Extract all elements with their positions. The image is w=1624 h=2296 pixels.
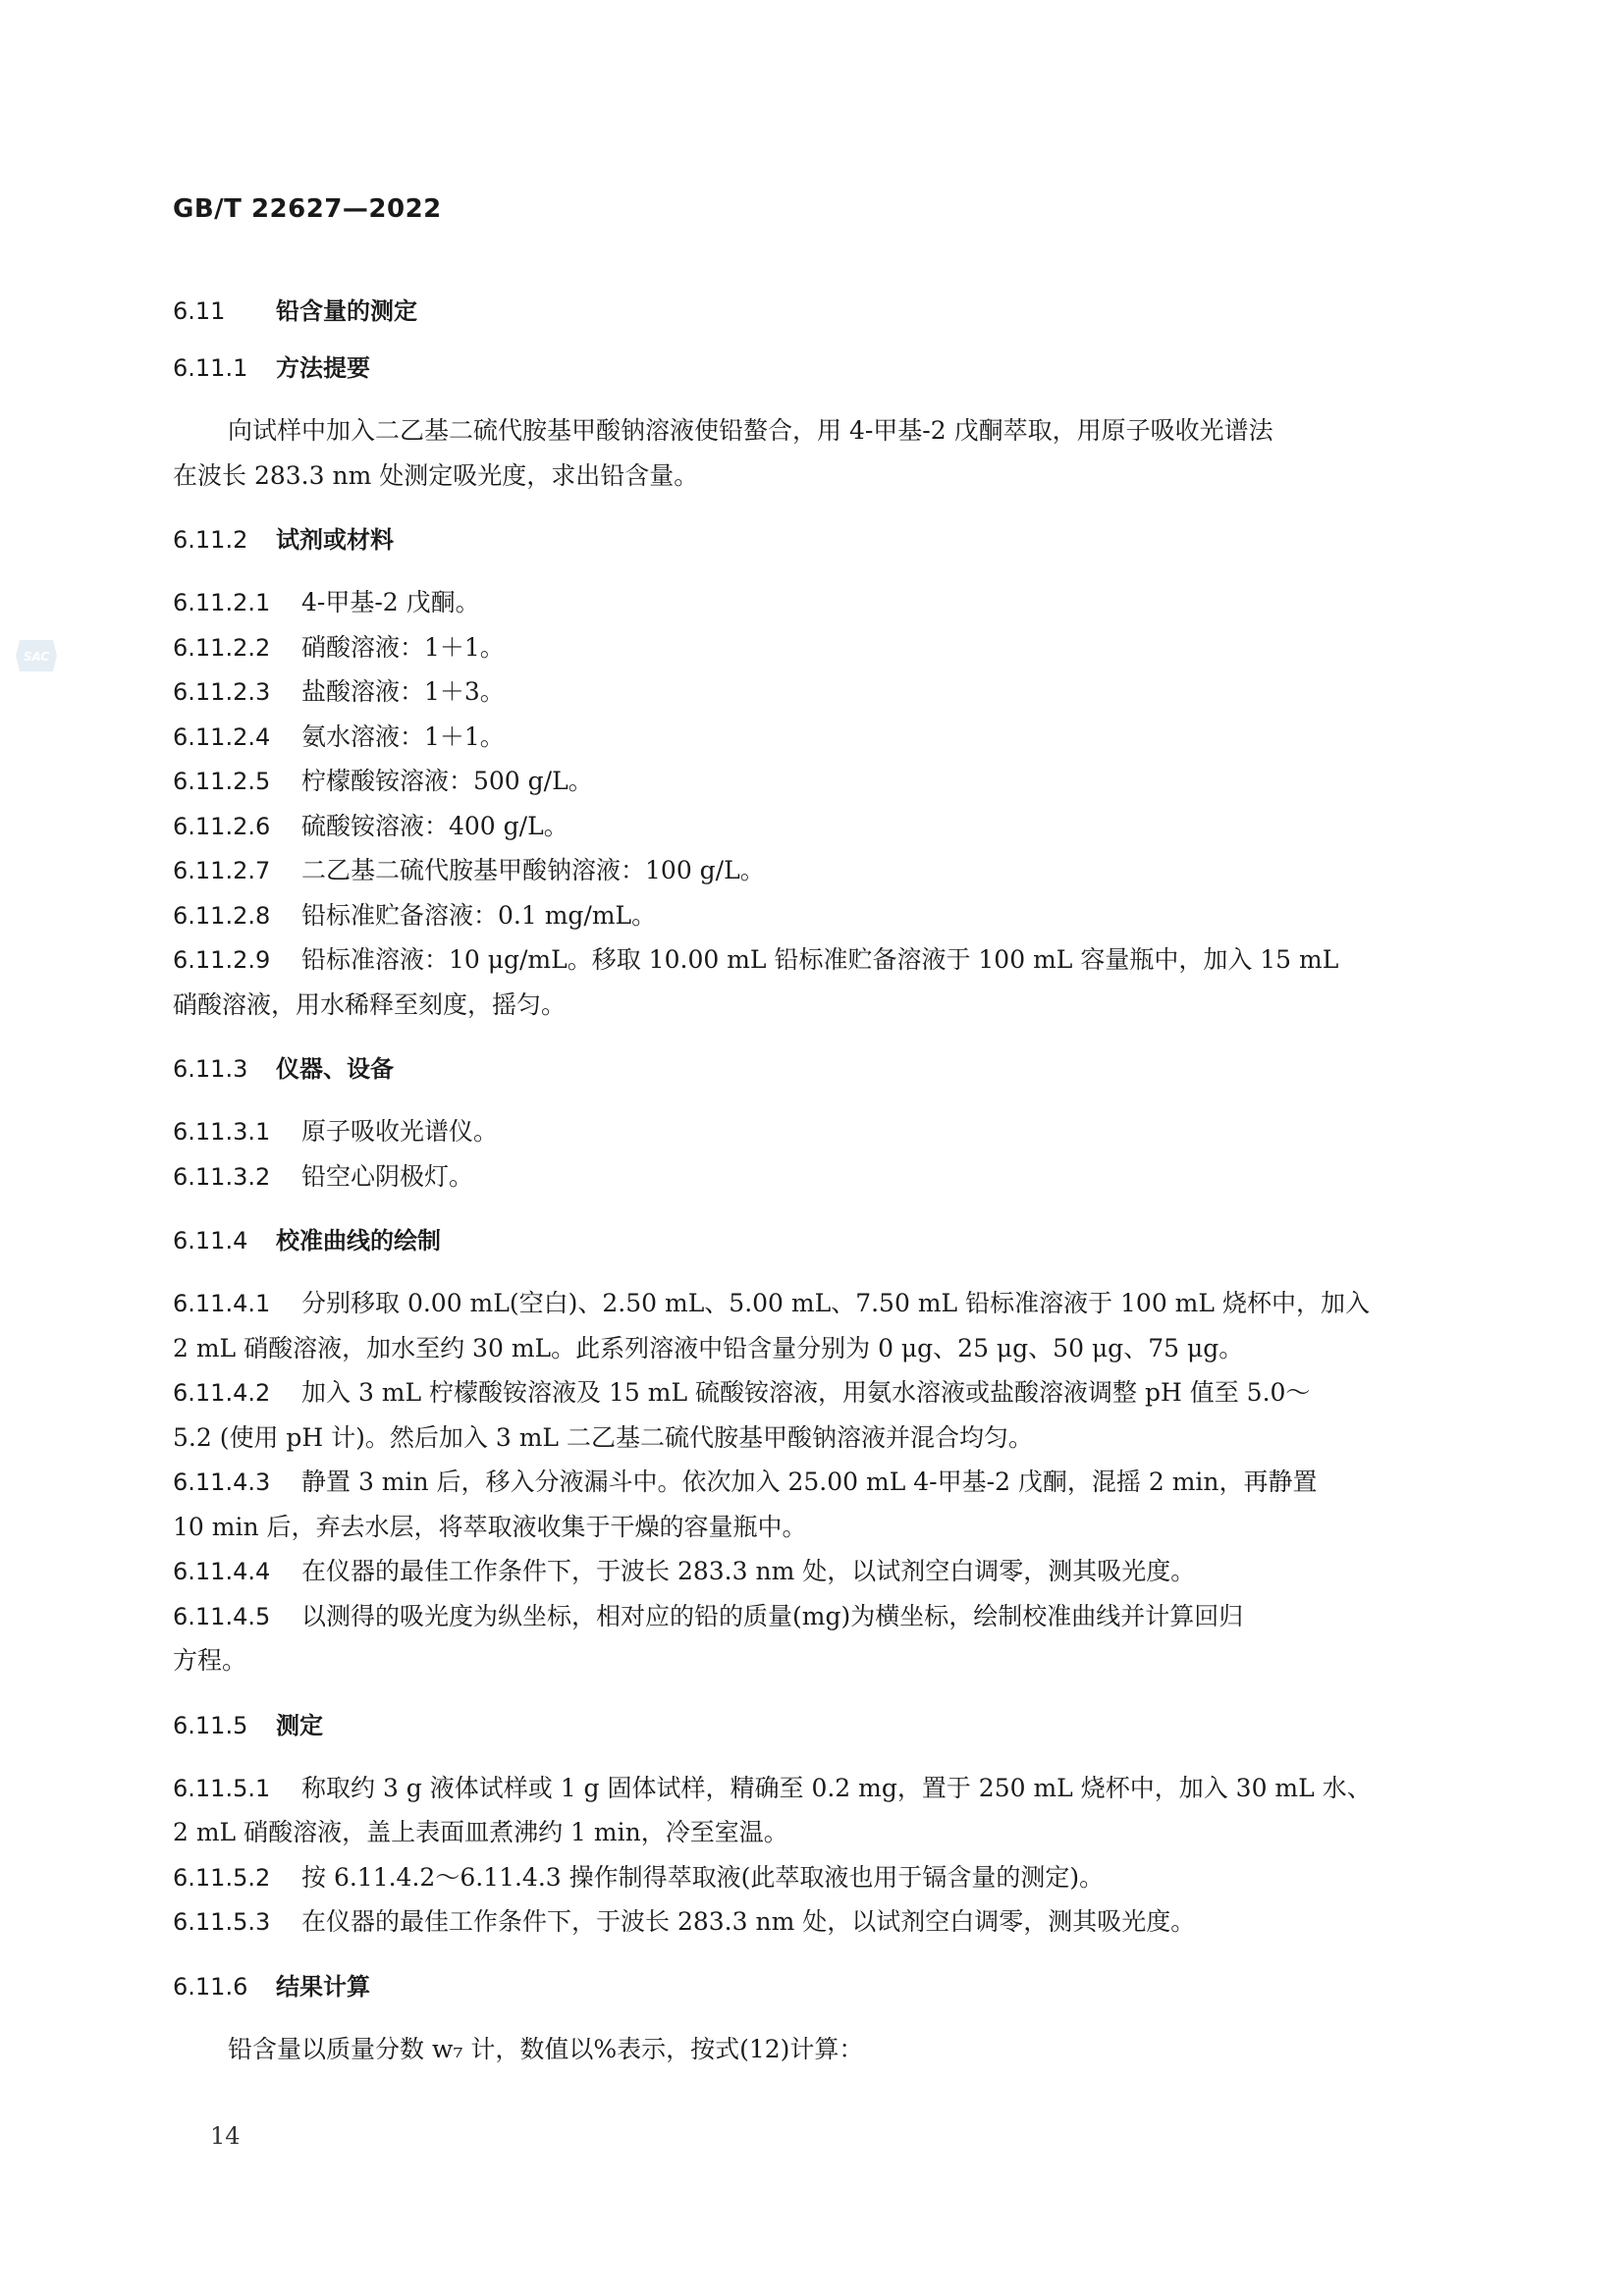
list-item: 6.11.2.7 二乙基二硫代胺基甲酸钠溶液：100 g/L。 [173,856,765,884]
list-item: 6.11.5.3 在仪器的最佳工作条件下，于波长 283.3 nm 处，以试剂空白调零，测其吸光度。 [173,1907,1196,1936]
standard-code: GB/T 22627—2022 [173,194,442,224]
list-item: 6.11.3.1 原子吸收光谱仪。 [173,1117,499,1146]
list-item: 6.11.2.6 硫酸铵溶液：400 g/L。 [173,811,568,840]
list-item: 6.11.2.9 铅标准溶液：10 μg/mL。移取 10.00 mL 铅标准贮备溶液于 100 mL 容量瓶中，加入 15 mL [173,945,1339,974]
list-item: 6.11.3.2 铅空心阴极灯。 [173,1161,474,1191]
list-item: 6.11.2.4 氨水溶液：1＋1。 [173,721,505,751]
section-heading-6-11: 6.11 铅含量的测定 [173,297,417,325]
section-heading-6-11-4: 6.11.4 校准曲线的绘制 [173,1227,441,1255]
section-heading-6-11-6: 6.11.6 结果计算 [173,1972,370,2001]
list-item: 6.11.5.2 按 6.11.4.2～6.11.4.3 操作制得萃取液(此萃取液也用于镉含量的测定)。 [173,1862,1105,1892]
paragraph-line: 向试样中加入二乙基二硫代胺基甲酸钠溶液使铅螯合，用 4-甲基-2 戊酮萃取，用原子吸收光谱法 [228,416,1273,445]
list-item: 6.11.4.1 分别移取 0.00 mL(空白)、2.50 mL、5.00 mL、7.50 mL 铅标准溶液于 100 mL 烧杯中，加入 [173,1289,1370,1317]
list-item-continuation: 5.2 (使用 pH 计)。然后加入 3 mL 二乙基二硫代胺基甲酸钠溶液并混合均匀。 [173,1422,1033,1452]
list-item: 6.11.4.2 加入 3 mL 柠檬酸铵溶液及 15 mL 硫酸铵溶液，用氨水溶液或盐酸溶液调整 pH 值至 5.0～ [173,1378,1311,1407]
list-item-continuation: 硝酸溶液，用水稀释至刻度，摇匀。 [173,989,567,1019]
section-heading-6-11-1: 6.11.1 方法提要 [173,354,370,382]
svg-text:SAC: SAC [23,650,50,664]
section-heading-6-11-5: 6.11.5 测定 [173,1711,323,1739]
list-item: 6.11.4.5 以测得的吸光度为纵坐标，相对应的铅的质量(mg)为横坐标，绘制校准曲线并计算回归 [173,1601,1244,1630]
page-number: 14 [210,2122,241,2150]
paragraph-line: 在波长 283.3 nm 处测定吸光度，求出铅含量。 [173,460,699,490]
list-item-continuation: 2 mL 硝酸溶液，加水至约 30 mL。此系列溶液中铅含量分别为 0 μg、25 μg、50 μg、75 μg。 [173,1333,1244,1362]
list-item: 6.11.2.5 柠檬酸铵溶液：500 g/L。 [173,767,593,795]
list-item: 6.11.4.3 静置 3 min 后，移入分液漏斗中。依次加入 25.00 mL 4-甲基-2 戊酮，混摇 2 min，再静置 [173,1468,1318,1496]
list-item: 6.11.2.3 盐酸溶液：1＋3。 [173,677,505,706]
document-body [173,285,1449,2071]
list-item-continuation: 2 mL 硝酸溶液，盖上表面皿煮沸约 1 min，冷至室温。 [173,1818,788,1846]
list-item: 6.11.2.8 铅标准贮备溶液：0.1 mg/mL。 [173,900,657,930]
list-item: 6.11.2.1 4-甲基-2 戊酮。 [173,588,480,616]
list-item: 6.11.4.4 在仪器的最佳工作条件下，于波长 283.3 nm 处，以试剂空白调零，测其吸光度。 [173,1557,1196,1585]
list-item-continuation: 10 min 后，弃去水层，将萃取液收集于干燥的容量瓶中。 [173,1512,807,1541]
paragraph-line: 铅含量以质量分数 w₇ 计，数值以%表示，按式(12)计算： [228,2034,864,2063]
list-item: 6.11.2.2 硝酸溶液：1＋1。 [173,632,505,662]
sac-watermark-logo [14,636,59,675]
list-item: 6.11.5.1 称取约 3 g 液体试样或 1 g 固体试样，精确至 0.2 mg，置于 250 mL 烧杯中，加入 30 mL 水、 [173,1773,1372,1802]
section-heading-6-11-2: 6.11.2 试剂或材料 [173,526,394,554]
list-item-continuation: 方程。 [173,1646,247,1675]
section-heading-6-11-3: 6.11.3 仪器、设备 [173,1055,394,1083]
